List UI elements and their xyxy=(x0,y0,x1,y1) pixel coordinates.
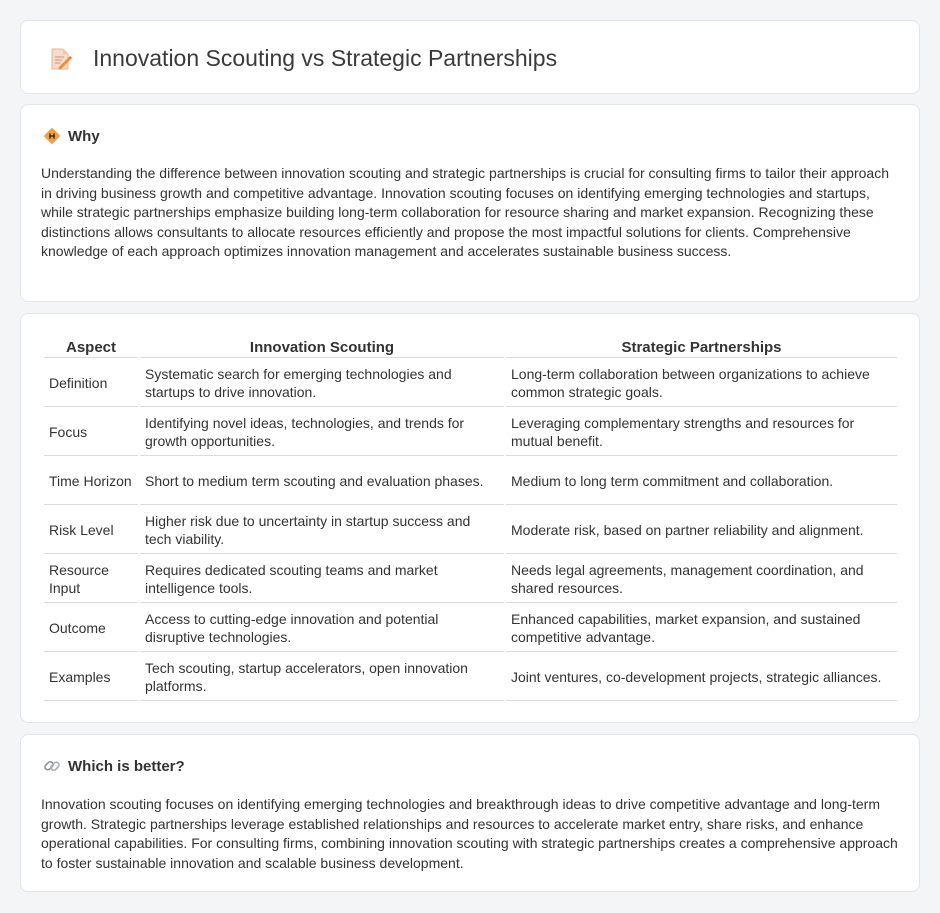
row-aspect: Focus xyxy=(44,409,138,456)
row-aspect: Resource Input xyxy=(44,556,138,603)
row-strategic-partnerships: Long-term collaboration between organizations to achieve common strategic goals. xyxy=(506,360,897,407)
row-innovation-scouting: Tech scouting, startup accelerators, open innovation platforms. xyxy=(140,654,504,701)
row-innovation-scouting: Systematic search for emerging technologies and startups to drive innovation. xyxy=(140,360,504,407)
row-strategic-partnerships: Medium to long term commitment and collaboration. xyxy=(506,458,897,505)
header-aspect: Aspect xyxy=(44,338,138,358)
row-innovation-scouting: Higher risk due to uncertainty in startup success and tech viability. xyxy=(140,507,504,554)
better-text: Innovation scouting focuses on identifying emerging technologies and breakthrough ideas to drive competitive advantage and long-term growth. Strategic partnerships leverage established relationships and resources to accelerate market entry, share risks, and enhance operational capabilities. For consulting firms, combining innovation scouting with strategic partnerships creates a comprehensive approach to foster sustainable innovation and scalable business development. xyxy=(41,796,898,871)
table-row xyxy=(44,654,897,701)
better-header xyxy=(43,757,185,775)
row-innovation-scouting: Requires dedicated scouting teams and market intelligence tools. xyxy=(140,556,504,603)
table-row xyxy=(44,605,897,652)
row-strategic-partnerships: Moderate risk, based on partner reliability and alignment. xyxy=(506,507,897,554)
why-heading: Why xyxy=(68,127,100,145)
row-innovation-scouting: Access to cutting-edge innovation and potential disruptive technologies. xyxy=(140,605,504,652)
why-header xyxy=(43,127,100,145)
which-is-better-section xyxy=(20,734,920,892)
table-header-row xyxy=(44,338,897,358)
page-title: Innovation Scouting vs Strategic Partnerships xyxy=(93,45,558,71)
row-strategic-partnerships: Enhanced capabilities, market expansion, and sustained competitive advantage. xyxy=(506,605,897,652)
link-icon xyxy=(43,757,61,775)
row-strategic-partnerships: Joint ventures, co-development projects, strategic alliances. xyxy=(506,654,897,701)
comparison-section xyxy=(20,313,920,723)
diamond-sign-icon xyxy=(43,127,61,145)
title-row xyxy=(47,45,557,72)
why-text: Understanding the difference between innovation scouting and strategic partnerships is crucial for consulting firms to tailor their approach in driving business growth and competitive advantage. Innovation scouting focuses on identifying emerging technologies and startups, while strategic partnerships emphasize building long-term collaboration for resource sharing and market expansion. Recognizing these distinctions allows consultants to allocate resources efficiently and propose the most impactful solutions for clients. Comprehensive knowledge of each approach optimizes innovation management and accelerates sustainable business success. xyxy=(41,165,889,259)
row-aspect: Outcome xyxy=(44,605,138,652)
comparison-table xyxy=(42,336,899,703)
header-strategic-partnerships: Strategic Partnerships xyxy=(506,338,897,358)
title-card xyxy=(20,20,920,94)
why-section xyxy=(20,104,920,302)
row-strategic-partnerships: Leveraging complementary strengths and resources for mutual benefit. xyxy=(506,409,897,456)
row-innovation-scouting: Identifying novel ideas, technologies, and trends for growth opportunities. xyxy=(140,409,504,456)
table-row xyxy=(44,458,897,505)
row-aspect: Examples xyxy=(44,654,138,701)
row-innovation-scouting: Short to medium term scouting and evaluation phases. xyxy=(140,458,504,505)
header-innovation-scouting: Innovation Scouting xyxy=(140,338,504,358)
row-aspect: Definition xyxy=(44,360,138,407)
document-edit-icon xyxy=(47,46,73,72)
table-row xyxy=(44,507,897,554)
table-row xyxy=(44,556,897,603)
better-heading: Which is better? xyxy=(68,757,185,775)
row-aspect: Time Horizon xyxy=(44,458,138,505)
table-row xyxy=(44,360,897,407)
row-strategic-partnerships: Needs legal agreements, management coordination, and shared resources. xyxy=(506,556,897,603)
table-row xyxy=(44,409,897,456)
row-aspect: Risk Level xyxy=(44,507,138,554)
